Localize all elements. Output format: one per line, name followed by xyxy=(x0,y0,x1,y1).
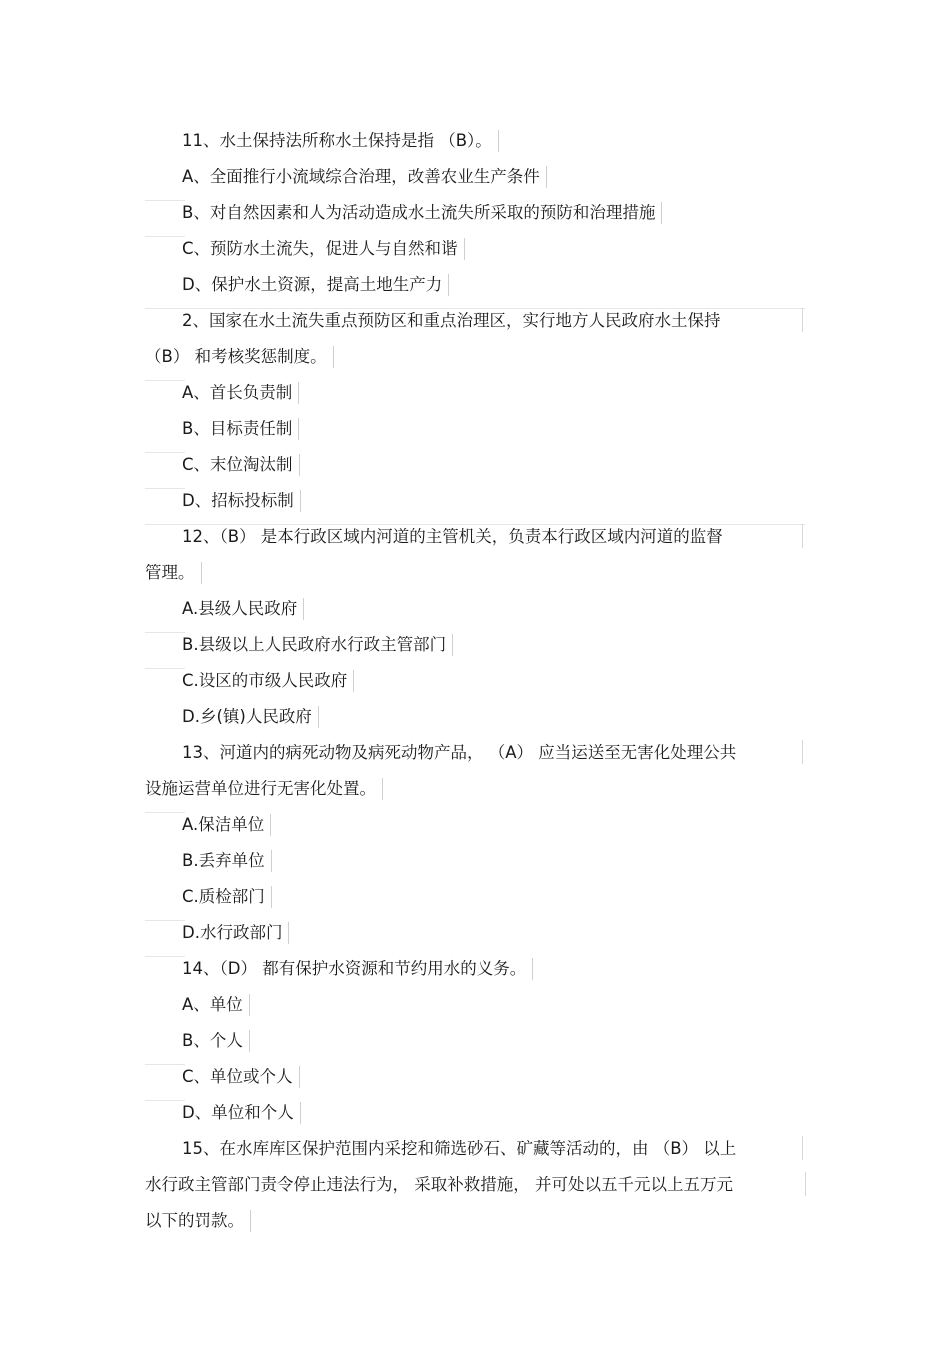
q2-option-b: B、目标责任制 xyxy=(182,418,299,440)
question-12-cont: 管理。 xyxy=(145,562,202,584)
question-12: 12、（B） 是本行政区域内河道的主管机关，负责本行政区域内河道的监督 xyxy=(182,527,723,546)
q2-option-a: A、首长负责制 xyxy=(182,382,299,404)
q12-option-c: C.设区的市级人民政府 xyxy=(182,670,354,692)
right-edge xyxy=(802,524,803,548)
right-edge xyxy=(802,308,803,332)
question-15-end: 以下的罚款。 xyxy=(145,1210,251,1232)
q11-option-c: C、预防水土流失，促进人与自然和谐 xyxy=(182,238,465,260)
q11-option-d: D、保护水土资源，提高土地生产力 xyxy=(182,274,449,296)
divider xyxy=(145,452,185,453)
q12-option-a: A.县级人民政府 xyxy=(182,598,304,620)
question-14: 14、（D） 都有保护水资源和节约用水的义务。 xyxy=(182,958,533,980)
divider xyxy=(145,812,185,813)
q13-option-d: D.水行政部门 xyxy=(182,922,289,944)
q11-option-b: B、对自然因素和人为活动造成水土流失所采取的预防和治理措施 xyxy=(182,202,662,224)
q2-option-d: D、招标投标制 xyxy=(182,490,301,512)
q12-option-b: B.县级以上人民政府水行政主管部门 xyxy=(182,634,453,656)
q2-option-c: C、末位淘汰制 xyxy=(182,454,300,476)
q14-option-a: A、单位 xyxy=(182,994,250,1016)
divider xyxy=(145,1064,185,1065)
divider xyxy=(145,668,185,669)
question-13-cont: 设施运营单位进行无害化处置。 xyxy=(145,778,383,800)
divider xyxy=(145,524,805,525)
question-2: 2、国家在水土流失重点预防区和重点治理区，实行地方人民政府水土保持 xyxy=(182,311,721,330)
divider xyxy=(145,308,805,309)
question-13: 13、河道内的病死动物及病死动物产品， （A） 应当运送至无害化处理公共 xyxy=(182,743,737,762)
divider xyxy=(145,380,185,381)
question-15-cont: 水行政主管部门责令停止违法行为， 采取补救措施， 并可处以五千元以上五万元 xyxy=(145,1175,733,1194)
divider xyxy=(145,200,185,201)
right-edge xyxy=(805,1172,806,1196)
q13-option-b: B.丢弃单位 xyxy=(182,850,272,872)
q12-option-d: D.乡(镇)人民政府 xyxy=(182,706,319,728)
q13-option-c: C.质检部门 xyxy=(182,886,272,908)
divider xyxy=(145,632,185,633)
divider xyxy=(145,1100,185,1101)
q14-option-c: C、单位或个人 xyxy=(182,1066,300,1088)
question-11: 11、水土保持法所称水土保持是指 （B）。 xyxy=(182,130,499,152)
question-2-cont: （B） 和考核奖惩制度。 xyxy=(145,346,334,368)
right-edge xyxy=(802,740,803,764)
divider xyxy=(145,956,185,957)
divider xyxy=(145,920,185,921)
q11-option-a: A、全面推行小流域综合治理，改善农业生产条件 xyxy=(182,166,547,188)
right-edge xyxy=(802,1136,803,1160)
question-15: 15、在水库库区保护范围内采挖和筛选砂石、矿藏等活动的，由 （B） 以上 xyxy=(182,1139,737,1158)
divider xyxy=(145,236,185,237)
q14-option-b: B、个人 xyxy=(182,1030,250,1052)
divider xyxy=(145,488,185,489)
q14-option-d: D、单位和个人 xyxy=(182,1102,301,1124)
q13-option-a: A.保洁单位 xyxy=(182,814,271,836)
